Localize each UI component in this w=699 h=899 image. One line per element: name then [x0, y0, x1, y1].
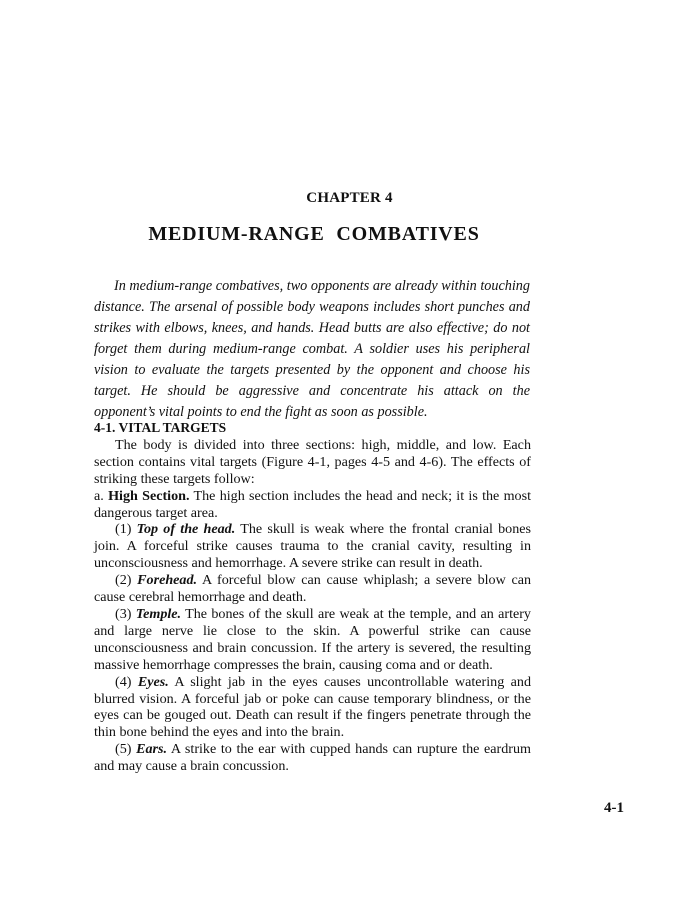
- chapter-intro-paragraph: In medium-range combatives, two opponents are already within touching distance. The arsenal of possible body weapons includes short punches and strikes with elbows, knees, and hands. Head butts are also effective; do not forget them during medium-range combat. A soldier uses his peripheral vision to evaluate the targets presented by the opponent and choose his target. He should be aggressive and concentrate his attack on the opponent’s vital points to end the fight as soon as possible.: [94, 278, 530, 420]
- subsection-title: High Section.: [108, 487, 190, 504]
- item-title: Ears.: [136, 741, 168, 758]
- list-item: [94, 521, 531, 572]
- item-title: Forehead.: [137, 572, 198, 589]
- list-item: [94, 572, 531, 606]
- item-number: (3): [115, 605, 132, 622]
- list-item: [94, 674, 531, 742]
- item-number: (5): [115, 741, 132, 758]
- chapter-title: MEDIUM-RANGE COMBATIVES: [148, 223, 480, 245]
- item-title: Eyes.: [137, 673, 169, 690]
- subsection-label: a.: [94, 487, 104, 504]
- item-number: (1): [115, 521, 132, 538]
- subsection-paragraph: [94, 488, 531, 522]
- item-number: (4): [115, 673, 132, 690]
- section-intro-paragraph: The body is divided into three sections: high, middle, and low. Each section contains vital targets (Figure 4-1, pages 4-5 and 4-6). The effects of striking these targets follow:: [94, 436, 531, 487]
- item-text: The skull is weak where the frontal cranial bones join. A forceful strike causes trauma to the cranial cavity, resulting in unconsciousness and hemorrhage. A severe strike can result in death.: [94, 521, 531, 572]
- item-text: The bones of the skull are weak at the temple, and an artery and large nerve lie close to the skin. A powerful strike can cause unconsciousness and brain concussion. If the artery is severed, the resulting massive hemorrhage compresses the brain, causing coma and or death.: [94, 605, 531, 673]
- subsection-text: The high section includes the head and neck; it is the most dangerous target area.: [94, 487, 531, 521]
- section-heading: 4-1. VITAL TARGETS: [94, 420, 227, 435]
- item-number: (2): [115, 572, 132, 589]
- chapter-label: CHAPTER 4: [306, 190, 393, 206]
- item-title: Temple.: [135, 605, 182, 622]
- item-text: A strike to the ear with cupped hands can rupture the eardrum and may cause a brain concussion.: [94, 741, 531, 775]
- list-item: [94, 741, 531, 775]
- item-title: Top of the head.: [136, 521, 236, 538]
- list-item: [94, 606, 531, 674]
- page-number: 4-1: [604, 800, 624, 816]
- item-text: A slight jab in the eyes causes uncontrollable watering and blurred vision. A forceful jab or poke can cause temporary blindness, or the eyes can be gouged out. Death can result if the fingers penetrate through the thin bone behind the eyes and into the brain.: [94, 673, 531, 741]
- section-body: [94, 420, 531, 775]
- item-text: A forceful blow can cause whiplash; a severe blow can cause cerebral hemorrhage and death.: [94, 572, 532, 606]
